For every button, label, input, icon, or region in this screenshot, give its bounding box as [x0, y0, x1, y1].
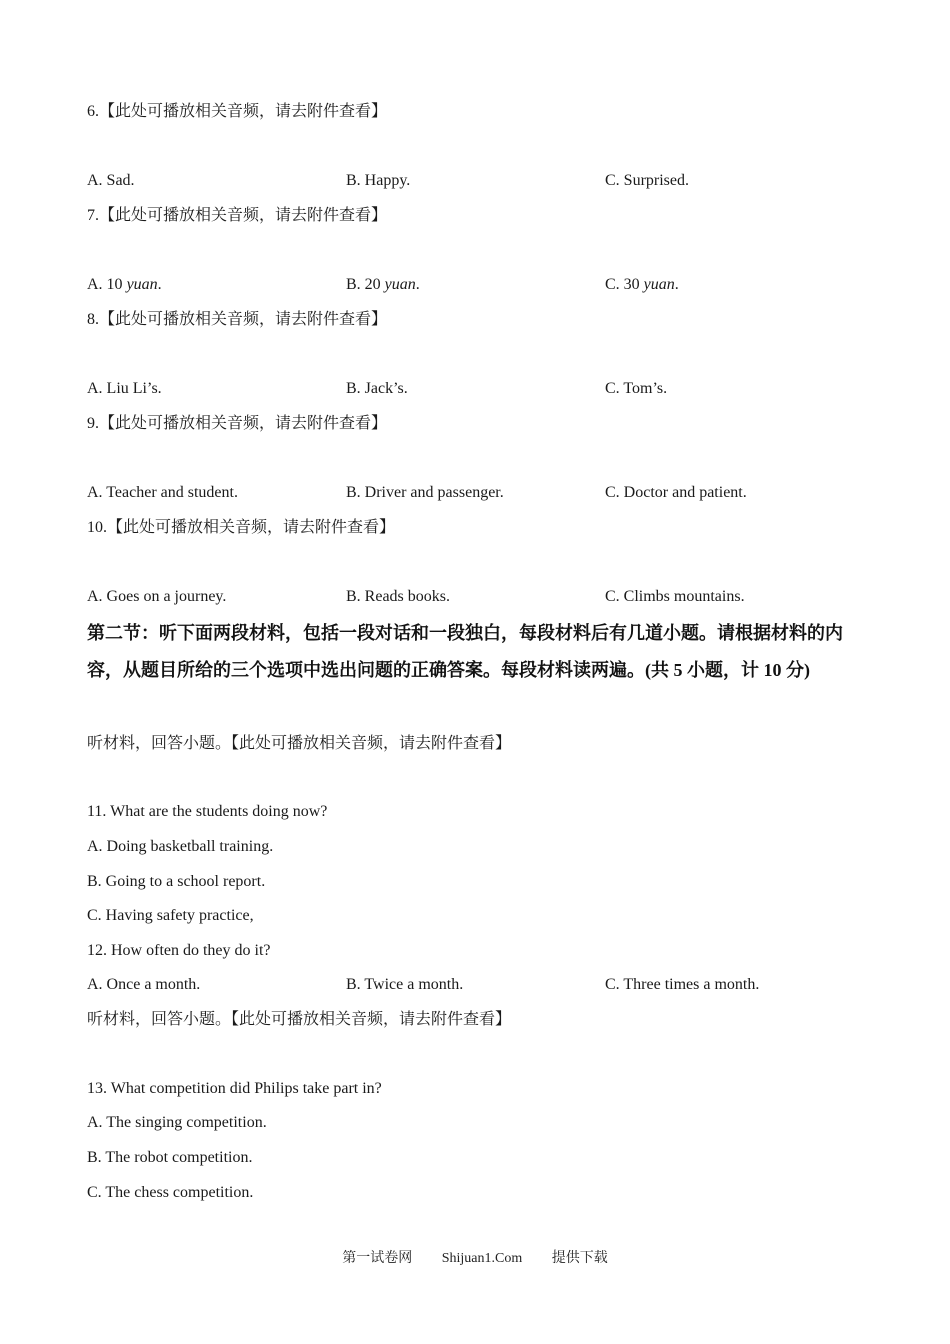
- q7-option-c: C. 30 yuan.: [605, 276, 679, 293]
- question-13: 13. What competition did Philips take part in?: [87, 1080, 382, 1097]
- material-2-intro: 听材料，回答小题。【此处可播放相关音频，请去附件查看】: [87, 1011, 512, 1028]
- footer-note: 提供下载: [551, 1251, 608, 1266]
- question-10: 10.【此处可播放相关音频，请去附件查看】: [87, 519, 396, 536]
- q12-option-b: B. Twice a month.: [346, 976, 464, 993]
- q6-option-c: C. Surprised.: [605, 172, 689, 189]
- question-8: 8.【此处可播放相关音频，请去附件查看】: [87, 311, 388, 328]
- question-11: 11. What are the students doing now?: [87, 803, 328, 820]
- question-12: 12. How often do they do it?: [87, 942, 271, 959]
- q13-option-b: B. The robot competition.: [87, 1149, 253, 1166]
- q11-option-b: B. Going to a school report.: [87, 873, 266, 890]
- q9-option-b: B. Driver and passenger.: [346, 484, 504, 501]
- q11-option-c: C. Having safety practice,: [87, 907, 254, 924]
- q9-option-a: A. Teacher and student.: [87, 484, 238, 501]
- q8-option-c: C. Tom’s.: [605, 380, 668, 397]
- q13-option-c: C. The chess competition.: [87, 1184, 254, 1201]
- question-7: 7.【此处可播放相关音频，请去附件查看】: [87, 207, 388, 224]
- q9-option-c: C. Doctor and patient.: [605, 484, 747, 501]
- footer-domain: Shijuan1.Com: [441, 1251, 523, 1266]
- q7-option-a: A. 10 yuan.: [87, 276, 162, 293]
- question-6: 6.【此处可播放相关音频，请去附件查看】: [87, 103, 388, 120]
- q10-option-c: C. Climbs mountains.: [605, 588, 745, 605]
- q8-option-a: A. Liu Li’s.: [87, 380, 162, 397]
- q10-option-b: B. Reads books.: [346, 588, 450, 605]
- footer-site-name: 第一试卷网: [342, 1251, 413, 1266]
- q10-option-a: A. Goes on a journey.: [87, 588, 227, 605]
- page-footer: [0, 1247, 950, 1267]
- section-2-heading: 第二节：听下面两段材料，包括一段对话和一段独白，每段材料后有几道小题。请根据材料的内容，从题目所给的三个选项中选出问题的正确答案。每段材料读两遍。(共 5 小题，计 10 分): [87, 623, 843, 680]
- q7-option-b: B. 20 yuan.: [346, 276, 420, 293]
- q13-option-a: A. The singing competition.: [87, 1114, 267, 1131]
- q6-option-b: B. Happy.: [346, 172, 411, 189]
- q12-option-a: A. Once a month.: [87, 976, 201, 993]
- q12-option-c: C. Three times a month.: [605, 976, 760, 993]
- q6-option-a: A. Sad.: [87, 172, 135, 189]
- q8-option-b: B. Jack’s.: [346, 380, 408, 397]
- material-1-intro: 听材料，回答小题。【此处可播放相关音频，请去附件查看】: [87, 735, 512, 752]
- q11-option-a: A. Doing basketball training.: [87, 838, 274, 855]
- question-9: 9.【此处可播放相关音频，请去附件查看】: [87, 415, 388, 432]
